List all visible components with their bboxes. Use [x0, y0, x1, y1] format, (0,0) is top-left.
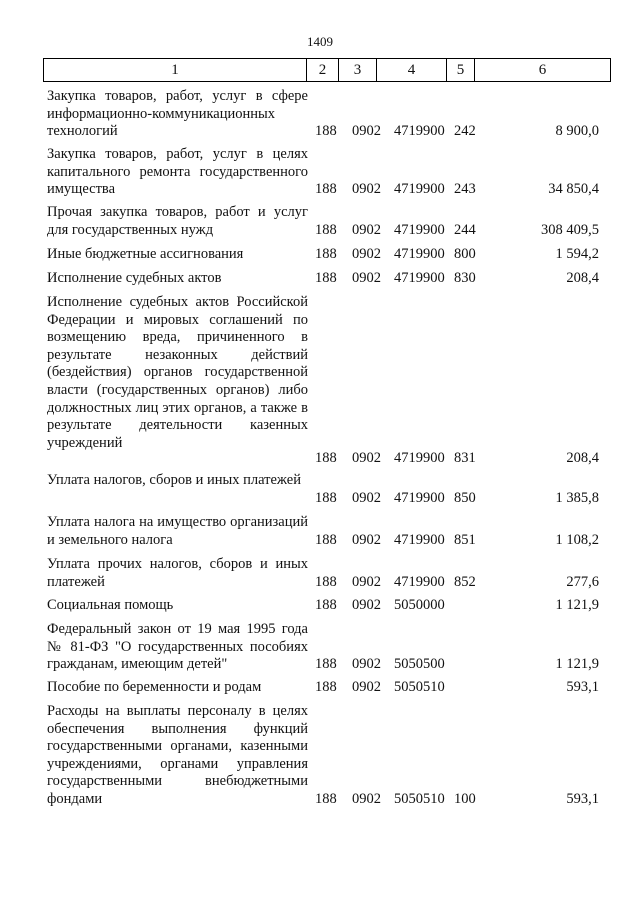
row-target-code: 4719900 — [394, 123, 445, 139]
row-target-code: 4719900 — [394, 222, 445, 238]
row-description: Прочая закупка товаров, работ и услуг для государственных нужд — [47, 204, 308, 238]
row-target-code: 4719900 — [394, 246, 445, 262]
row-description: Уплата налогов, сборов и иных платежей — [47, 472, 301, 488]
row-description: Социальная помощь — [47, 597, 174, 613]
row-section-code: 0902 — [352, 246, 381, 262]
row-description: Уплата прочих налогов, сборов и иных платежей — [47, 556, 308, 590]
row-target-code: 5050510 — [394, 679, 445, 695]
row-target-code: 5050500 — [394, 656, 445, 672]
row-expense-type-code: 100 — [454, 791, 476, 807]
row-section-code: 0902 — [352, 270, 381, 286]
row-section-code: 0902 — [352, 490, 381, 506]
row-gl-code: 188 — [315, 574, 337, 590]
row-section-code: 0902 — [352, 123, 381, 139]
row-expense-type-code: 800 — [454, 246, 476, 262]
row-amount: 1 121,9 — [555, 597, 599, 613]
row-expense-type-code: 851 — [454, 532, 476, 548]
row-description: Закупка товаров, работ, услуг в целях капитального ремонта государственного имущества — [47, 146, 308, 198]
row-amount: 1 108,2 — [555, 532, 599, 548]
row-amount: 593,1 — [566, 791, 599, 807]
row-description: Закупка товаров, работ, услуг в сфере информационно-коммуникационных технологий — [47, 88, 308, 140]
row-amount: 1 121,9 — [555, 656, 599, 672]
row-target-code: 4719900 — [394, 490, 445, 506]
row-target-code: 5050510 — [394, 791, 445, 807]
row-description: Уплата налога на имущество организаций и земельного налога — [47, 514, 308, 548]
row-description: Федеральный закон от 19 мая 1995 года № 81-ФЗ "О государственных пособиях гражданам, имеющим детей" — [47, 621, 308, 673]
column-header-1: 1 — [44, 59, 307, 82]
row-gl-code: 188 — [315, 597, 337, 613]
row-amount: 208,4 — [566, 270, 599, 286]
row-gl-code: 188 — [315, 181, 337, 197]
row-expense-type-code: 243 — [454, 181, 476, 197]
row-description: Иные бюджетные ассигнования — [47, 246, 244, 262]
row-gl-code: 188 — [315, 450, 337, 466]
row-gl-code: 188 — [315, 532, 337, 548]
row-section-code: 0902 — [352, 597, 381, 613]
row-description: Исполнение судебных актов — [47, 270, 222, 286]
column-header-2: 2 — [307, 59, 339, 82]
row-gl-code: 188 — [315, 490, 337, 506]
row-gl-code: 188 — [315, 656, 337, 672]
row-description: Пособие по беременности и родам — [47, 679, 262, 695]
row-section-code: 0902 — [352, 574, 381, 590]
row-expense-type-code: 830 — [454, 270, 476, 286]
row-expense-type-code: 852 — [454, 574, 476, 590]
row-amount: 308 409,5 — [541, 222, 599, 238]
page-number: 1409 — [307, 34, 333, 49]
row-target-code: 4719900 — [394, 181, 445, 197]
row-target-code: 4719900 — [394, 574, 445, 590]
row-amount: 1 385,8 — [555, 490, 599, 506]
row-gl-code: 188 — [315, 791, 337, 807]
row-expense-type-code: 242 — [454, 123, 476, 139]
row-section-code: 0902 — [352, 656, 381, 672]
row-section-code: 0902 — [352, 791, 381, 807]
row-amount: 277,6 — [566, 574, 599, 590]
row-gl-code: 188 — [315, 246, 337, 262]
row-gl-code: 188 — [315, 679, 337, 695]
row-section-code: 0902 — [352, 181, 381, 197]
row-expense-type-code: 831 — [454, 450, 476, 466]
row-gl-code: 188 — [315, 222, 337, 238]
row-target-code: 4719900 — [394, 532, 445, 548]
column-header-6: 6 — [475, 59, 611, 82]
row-section-code: 0902 — [352, 679, 381, 695]
row-section-code: 0902 — [352, 532, 381, 548]
row-amount: 208,4 — [566, 450, 599, 466]
row-expense-type-code: 244 — [454, 222, 476, 238]
row-section-code: 0902 — [352, 450, 381, 466]
row-amount: 34 850,4 — [548, 181, 599, 197]
column-header-5: 5 — [447, 59, 475, 82]
row-target-code: 5050000 — [394, 597, 445, 613]
column-header-3: 3 — [339, 59, 377, 82]
row-expense-type-code: 850 — [454, 490, 476, 506]
row-amount: 8 900,0 — [555, 123, 599, 139]
row-section-code: 0902 — [352, 222, 381, 238]
row-amount: 1 594,2 — [555, 246, 599, 262]
row-gl-code: 188 — [315, 270, 337, 286]
row-target-code: 4719900 — [394, 270, 445, 286]
column-header-4: 4 — [377, 59, 447, 82]
row-target-code: 4719900 — [394, 450, 445, 466]
row-gl-code: 188 — [315, 123, 337, 139]
row-description: Исполнение судебных актов Российской Федерации и мировых соглашений по возмещению вреда, причиненного в результате незаконных действий (бездействия) органов государственной власти (государственных органов) либо должностных лиц этих органов, а также в результате деятельности казенных учреждений — [47, 294, 308, 451]
row-description: Расходы на выплаты персоналу в целях обеспечения выполнения функций государственными органами, казенными учреждениями, органами управления государственными внебюджетными фондами — [47, 703, 308, 807]
row-amount: 593,1 — [566, 679, 599, 695]
